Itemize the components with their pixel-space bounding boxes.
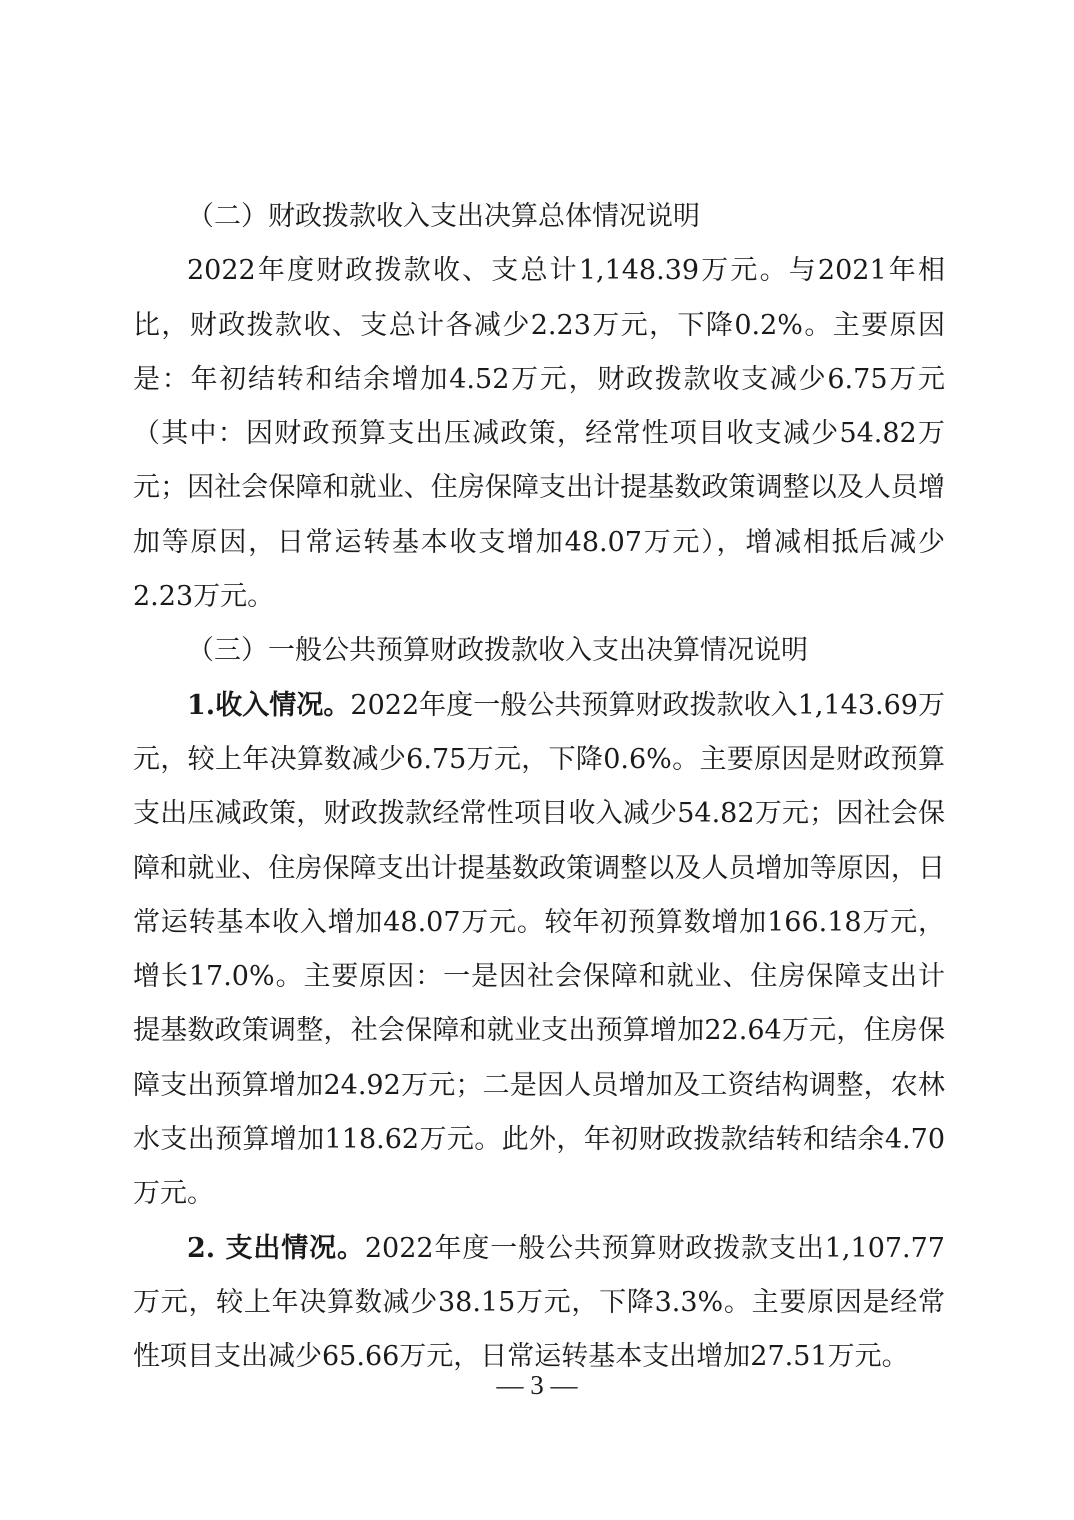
expense-paragraph [133, 1222, 945, 1385]
section-heading-2: （二）财政拨款收入支出决算总体情况说明 [187, 201, 700, 232]
expense-body: 2022年度一般公共预算财政拨款支出1,107.77万元，较上年决算数减少38.15万元，下降3.3%。主要原因是经常性项目支出减少65.66万元，日常运转基本支出增加27.51万元。 [133, 1232, 945, 1373]
expense-lead: 2. 支出情况。 [187, 1232, 365, 1264]
income-paragraph [133, 679, 945, 1222]
document-body [133, 190, 945, 1385]
page-number: — 3 — [496, 1370, 578, 1400]
income-body: 2022年度一般公共预算财政拨款收入1,143.69万元，较上年决算数减少6.75万元，下降0.6%。主要原因是财政预算支出压减政策，财政拨款经常性项目收入减少54.82万元；因社会保障和就业、住房保障支出计提基数政策调整以及人员增加等原因，日常运转基本收入增加48.07万元。较年初预算数增加166.18万元，增长17.0%。主要原因：一是因社会保障和就业、住房保障支出计提基数政策调整，社会保障和就业支出预算增加22.64万元，住房保障支出预算增加24.92万元；二是因人员增加及工资结构调整，农林水支出预算增加118.62万元。此外，年初财政拨款结转和结余4.70万元。 [133, 689, 945, 1210]
section-body-2: 2022年度财政拨款收、支总计1,148.39万元。与2021年相比，财政拨款收、支总计各减少2.23万元，下降0.2%。主要原因是：年初结转和结余增加4.52万元，财政拨款收支减少6.75万元（其中：因财政预算支出压减政策，经常性项目收支减少54.82万元；因社会保障和就业、住房保障支出计提基数政策调整以及人员增加等原因，日常运转基本收支增加48.07万元），增减相抵后减少2.23万元。 [133, 255, 945, 613]
income-lead: 1.收入情况。 [187, 689, 351, 721]
section-heading-3: （三）一般公共预算财政拨款收入支出决算情况说明 [187, 635, 808, 667]
